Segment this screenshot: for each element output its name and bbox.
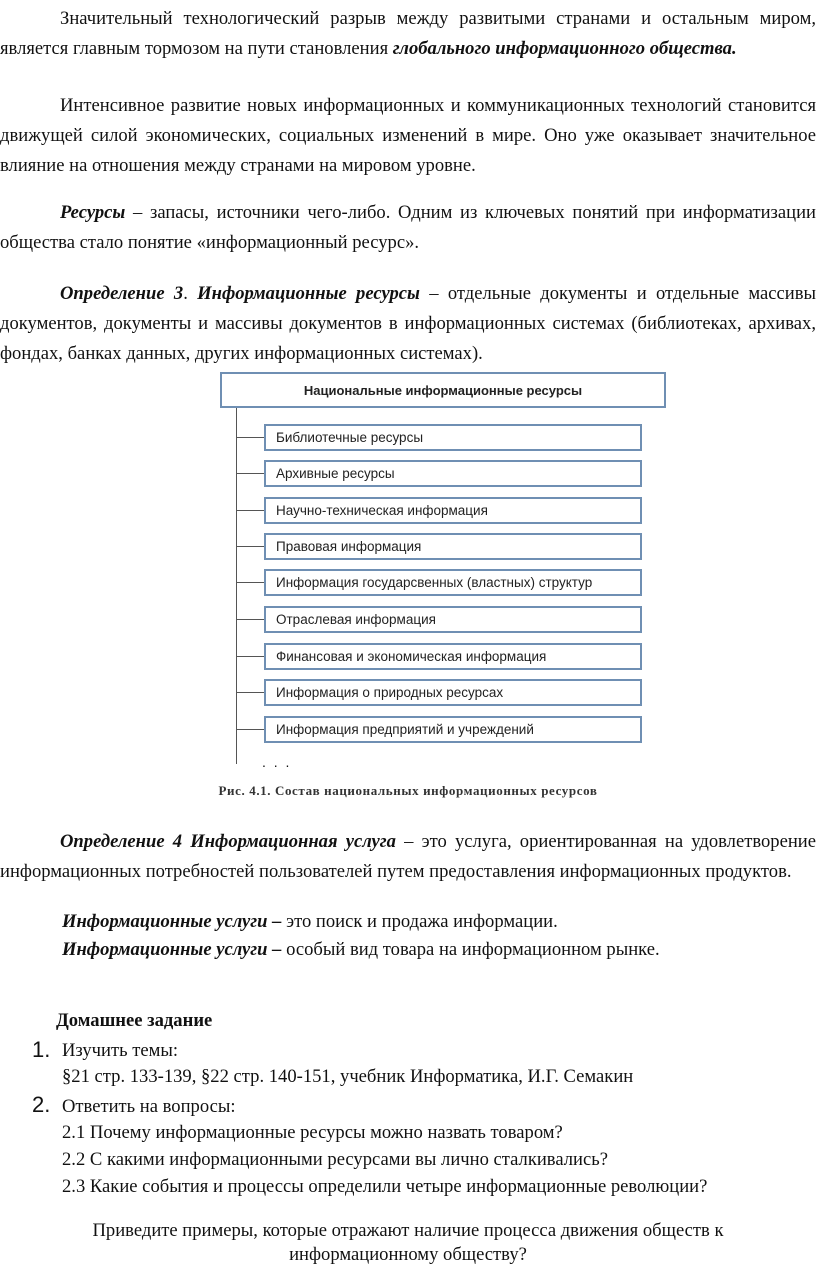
paragraph-definition-4 [0, 827, 816, 887]
paragraph-definition-3 [0, 279, 816, 369]
diagram-branch [236, 729, 264, 730]
diagram-item: Библиотечные ресурсы [264, 424, 642, 451]
p3-text: – запасы, источники чего-либо. Одним из ключевых понятий при информатизации общества стало понятие «информационный ресурс». [0, 202, 816, 253]
p4-sep: . [183, 283, 198, 304]
diagram-caption: Рис. 4.1. Состав национальных информационных ресурсов [218, 783, 598, 798]
p5-term: Информационная услуга [190, 831, 396, 852]
paragraph-services-2 [62, 935, 816, 965]
diagram-trunk-line [236, 408, 237, 764]
diagram-item: Информация государсвенных (властных) структур [264, 569, 642, 596]
diagram-item: Отраслевая информация [264, 606, 642, 633]
p1-text: Значительный технологический разрыв между развитыми странами и остальным миром, является главным тормозом на пути становления [0, 8, 816, 59]
final-question-line-2: информационному обществу? [289, 1244, 527, 1265]
diagram-title-box: Национальные информационные ресурсы [220, 372, 666, 408]
diagram-branch [236, 692, 264, 693]
homework-item-2-number: 2. [32, 1092, 51, 1117]
homework-item-2-label: Ответить на вопросы: [62, 1096, 236, 1117]
p7-text: особый вид товара на информационном рынке. [281, 939, 660, 960]
diagram-item: Научно-техническая информация [264, 497, 642, 524]
paragraph-services-1 [62, 907, 816, 937]
p3-term: Ресурсы [60, 202, 126, 223]
p6-term: Информационные услуги – [62, 911, 282, 932]
diagram-branch [236, 473, 264, 474]
diagram-branch [236, 582, 264, 583]
question-2-1: 2.1 Почему информационные ресурсы можно назвать товаром? [62, 1122, 563, 1143]
diagram-branch [236, 510, 264, 511]
diagram-branch [236, 546, 264, 547]
homework-title: Домашнее задание [56, 1010, 213, 1031]
diagram-branch [236, 656, 264, 657]
homework-item-1-number: 1. [32, 1037, 51, 1062]
diagram-item: Архивные ресурсы [264, 460, 642, 487]
p7-term: Информационные услуги – [62, 939, 282, 960]
p4-label: Определение 3 [60, 283, 184, 304]
final-question-line-1: Приведите примеры, которые отражают наличие процесса движения обществ к [92, 1220, 724, 1241]
p1-emphasis: глобального информационного общества. [392, 38, 737, 59]
paragraph-resources [0, 198, 816, 258]
diagram-item: Информация предприятий и учреждений [264, 716, 642, 743]
diagram-item: Информация о природных ресурсах [264, 679, 642, 706]
homework-item-1-label: Изучить темы: [62, 1040, 179, 1061]
diagram-item: Финансовая и экономическая информация [264, 643, 642, 670]
diagram-item: Правовая информация [264, 533, 642, 560]
diagram-branch [236, 619, 264, 620]
p5-text: – это услуга, ориентированная на удовлетворение информационных потребностей пользователей путем предоставления информационных продуктов. [0, 831, 816, 882]
p4-term: Информационные ресурсы [197, 283, 420, 304]
homework-item-1-sub: §21 стр. 133-139, §22 стр. 140-151, учебник Информатика, И.Г. Семакин [62, 1066, 634, 1087]
paragraph-digital-divide [0, 4, 816, 64]
diagram-branch [236, 437, 264, 438]
diagram-ellipsis: . . . [262, 754, 292, 770]
p4-text: – отдельные документы и отдельные массивы документов, документы и массивы документов в информационных системах (библиотеках, архивах, фондах, банках данных, других информационных системах). [0, 283, 816, 364]
p5-label: Определение 4 [60, 831, 183, 852]
question-2-2: 2.2 С какими информационными ресурсами вы лично сталкивались? [62, 1149, 608, 1170]
p6-text: это поиск и продажа информации. [281, 911, 558, 932]
question-2-3: 2.3 Какие события и процессы определили четыре информационные революции? [62, 1176, 708, 1197]
paragraph-ict-development: Интенсивное развитие новых информационных и коммуникационных технологий становится движущей силой экономических, социальных изменений в мире. Оно уже оказывает значительное влияние на отношения между странами на мировом уровне. [0, 95, 816, 176]
